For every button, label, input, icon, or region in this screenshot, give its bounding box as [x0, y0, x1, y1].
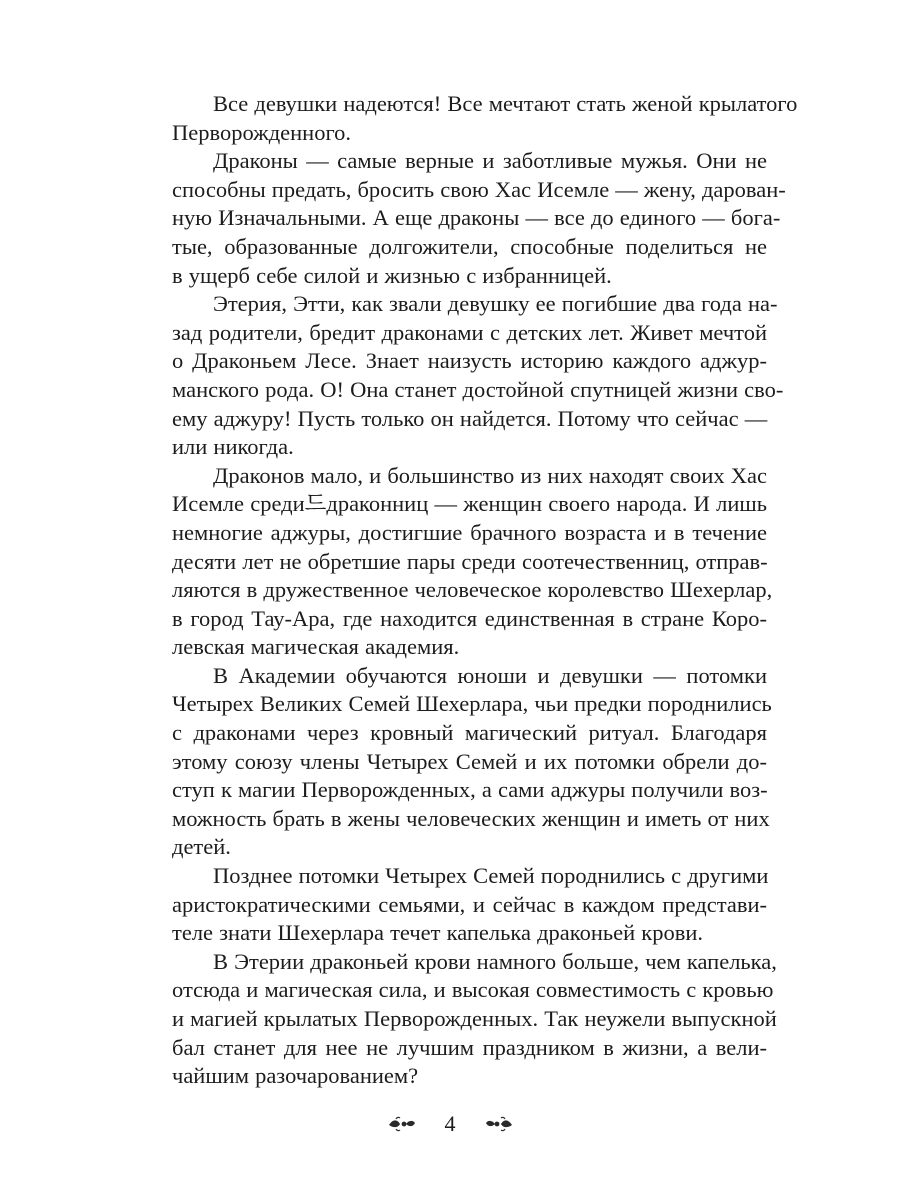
- text-line: теле знати Шехерлара течет капелька драконьей крови.: [172, 920, 704, 946]
- paragraph: [131, 90, 798, 147]
- text-line: манского рода. О! Она станет достойной спутницей жизни сво-: [172, 376, 784, 402]
- text-line: Исемле среди드драконниц — женщин своего народа. И лишь: [172, 491, 767, 517]
- page-footer: [0, 1106, 900, 1142]
- page-number: 4: [444, 1111, 456, 1136]
- floral-ornament-right-icon: [484, 1116, 514, 1132]
- text-line: Этерия, Этти, как звали девушку ее погибшие два года на-: [213, 291, 778, 317]
- text-line: Все девушки надеются! Все мечтают стать женой крылатого: [213, 91, 798, 116]
- text-line: ляются в дружественное человеческое королевство Шехерлар,: [172, 577, 773, 603]
- text-line: Перворожденного.: [172, 119, 352, 145]
- paragraph: [131, 948, 777, 1091]
- text-line: детей.: [172, 834, 231, 860]
- text-line: В Академии обучаются юноши и девушки — потомки: [213, 662, 767, 688]
- text-line: способны предать, бросить свою Хас Исемле — жену, дарован-: [172, 176, 786, 202]
- text-line: этому союзу члены Четырех Семей и их потомки обрели до-: [172, 748, 767, 774]
- text-line: в ущерб себе силой и жизнью с избранницей.: [172, 262, 612, 288]
- paragraph: [131, 462, 773, 662]
- text-line: чайшим разочарованием?: [172, 1063, 419, 1089]
- text-line: левская магическая академия.: [172, 634, 460, 660]
- text-line: десяти лет не обретшие пары среди соотечественниц, отправ-: [172, 548, 768, 574]
- body-text: [131, 90, 798, 1091]
- text-line: с драконами через кровный магический ритуал. Благодаря: [172, 720, 767, 746]
- text-line: ную Изначальными. А еще драконы — все до единого — бога-: [172, 205, 781, 231]
- text-line: Позднее потомки Четырех Семей породнились с другими: [213, 863, 769, 889]
- text-line: бал станет для нее не лучшим праздником в жизни, а вели-: [172, 1034, 767, 1060]
- paragraph: [131, 662, 772, 862]
- text-line: В Этерии драконьей крови намного больше, чем капелька,: [213, 948, 777, 974]
- paragraph: [131, 290, 784, 462]
- text-line: зад родители, бредит драконами с детских лет. Живет мечтой: [172, 319, 767, 345]
- text-line: можность брать в жены человеческих женщин и иметь от них: [172, 805, 770, 831]
- text-line: аристократическими семьями, и сейчас в каждом представи-: [172, 891, 767, 917]
- text-line: Драконов мало, и большинство из них находят своих Хас: [213, 462, 767, 488]
- paragraph: [131, 147, 786, 290]
- paragraph: [131, 862, 767, 948]
- text-line: отсюда и магическая сила, и высокая совместимость с кровью: [172, 977, 774, 1003]
- text-line: и магией крылатых Перворожденных. Так неужели выпускной: [172, 1006, 777, 1031]
- text-line: Четырех Великих Семей Шехерлара, чьи предки породнились: [172, 691, 772, 717]
- text-line: Драконы — самые верные и заботливые мужья. Они не: [213, 148, 767, 174]
- text-line: или никогда.: [172, 434, 294, 460]
- text-line: ему аджуру! Пусть только он найдется. Потому что сейчас —: [172, 405, 768, 431]
- text-line: о Драконьем Лесе. Знает наизусть историю каждого аджур-: [172, 348, 767, 374]
- text-line: тые, образованные долгожители, способные поделиться не: [172, 233, 767, 259]
- text-line: немногие аджуры, достигшие брачного возраста и в течение: [172, 519, 767, 545]
- text-line: ступ к магии Перворожденных, а сами аджуры получили воз-: [172, 777, 768, 803]
- floral-ornament-left-icon: [387, 1116, 417, 1132]
- text-line: в город Тау-Ара, где находится единственная в стране Коро-: [172, 605, 767, 631]
